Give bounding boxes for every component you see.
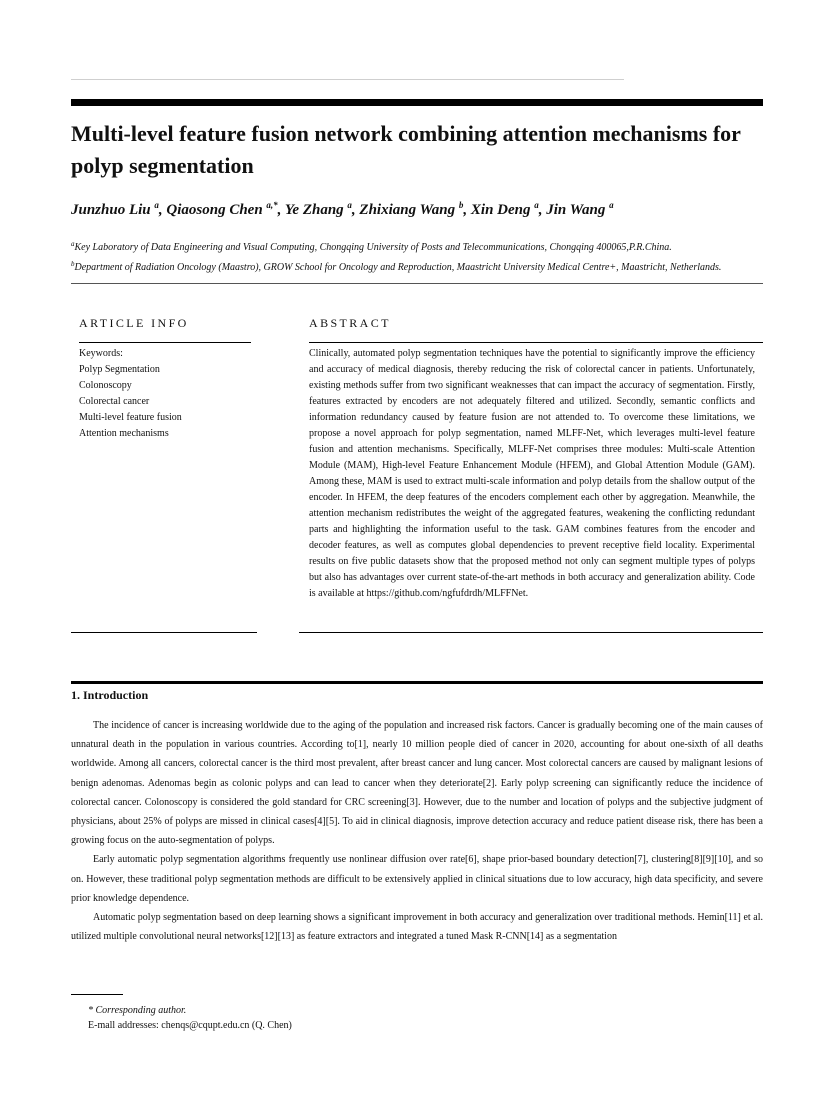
header-thin-rule <box>71 79 624 80</box>
author-affil-mark: b <box>458 200 464 210</box>
abstract-heading: ABSTRACT <box>309 316 391 330</box>
intro-paragraph: Automatic polyp segmentation based on deep learning shows a significant improvement in both accuracy and generalization over traditional methods. Hemin[11] et al. utilized multiple convolutional neural networks[12][13] as feature extractors and integrated a tuned Mask R-CNN[14] as a segmentation <box>71 912 763 943</box>
keyword-item: Polyp Segmentation <box>79 364 160 375</box>
author-affil-mark: a <box>154 200 159 210</box>
affiliation-rule <box>71 283 763 284</box>
author-list: Junzhuo Liu $^a$, Qiaosong Chen $^{a,*}$, Ye Zhang $^a$, Zhixiang Wang $^b$, Xin Deng $^a$, Jin Wang $^a$ <box>71 200 614 218</box>
abstract-text: Clinically, automated polyp segmentation techniques have the potential to significantly improve the efficiency and accuracy of medical diagnosis, thereby reducing the risk of colorectal cancer in patients. Unfortunately, existing methods suffer from two significant weaknesses that can impact the accuracy of segmentation. Firstly, features extracted by encoders are not adequately filtered and utilized. Secondly, semantic conflicts and information redundancy caused by feature fusion are not attended to. To overcome these limitations, we propose a novel approach for polyp segmentation, named MLFF-Net, which leverages multi-level feature fusion and attention mechanisms. Specifically, MLFF-Net comprises three modules: Multi-scale Attention Module (MAM), High-level Feature Enhancement Module (HFEM), and Global Attention Module (GAM). Among these, MAM is used to extract multi-scale information and polyp details from the shallow output of the encoder. In HFEM, the deep features of the encoders complement each other by aggregation. Meanwhile, the attention mechanism redistributes the weight of the aggregated features, weakening the conflicting redundant parts and highlighting the information useful to the task. GAM combines features from the encoder and decoder features, as well as computes global dependencies to prevent receptive field locality. Experimental results on five public datasets show that the proposed method not only can segment multiple types of polyps but also has advantages over current state-of-the-art methods in both accuracy and generalization ability. Code is available at https://github.com/ngfufdrdh/MLFFNet. <box>309 348 755 599</box>
affiliation-a <box>71 236 761 256</box>
author-affil-mark: a <box>347 200 352 210</box>
affiliations <box>71 236 761 276</box>
section-divider-rule <box>71 681 763 684</box>
abstract-bottom-rule <box>299 632 763 633</box>
introduction-body <box>71 716 763 946</box>
paper-title: Multi-level feature fusion network combining attention mechanisms for polyp segmentation <box>71 121 741 178</box>
footnote <box>88 1003 688 1033</box>
article-info-rule <box>79 342 251 343</box>
header-thick-rule <box>71 99 763 106</box>
affiliation-mark: a <box>71 240 75 248</box>
keyword-item: Attention mechanisms <box>79 428 169 439</box>
keyword-item: Colonoscopy <box>79 380 132 391</box>
affiliation-b <box>71 256 761 276</box>
author-affil-mark: a <box>609 200 614 210</box>
introduction-heading: 1. Introduction <box>71 688 149 702</box>
author-name: Xin Deng <box>470 202 531 218</box>
author-name: Zhixiang Wang <box>359 202 456 218</box>
author-name: Ye Zhang <box>284 202 344 218</box>
keyword-item: Colorectal cancer <box>79 396 150 407</box>
author-affil-mark: a,* <box>266 200 278 210</box>
intro-paragraph: Early automatic polyp segmentation algorithms frequently use nonlinear diffusion over rate[6], shape prior-based boundary detection[7], clustering[8][9][10], and so on. However, these traditional polyp segmentation methods are difficult to be extensively applied in clinical situations due to low accuracy, high data specificity, and severe prior knowledge dependence. <box>71 854 763 904</box>
keyword-item: Multi-level feature fusion <box>79 412 182 423</box>
author-name: Jin Wang <box>546 202 606 218</box>
intro-paragraph: The incidence of cancer is increasing worldwide due to the aging of the population and increased risk factors. Cancer is gradually becoming one of the main causes of unnatural death in the population in various countries. According to[1], nearly 10 million people died of cancer in 2020, accounting for about one-sixth of all deaths worldwide. Among all cancers, colorectal cancer is the third most prevalent, after breast cancer and lung cancer. Most colorectal cancers are caused by malignant lesions of benign adenomas. Adenomas begin as colonic polyps and can lead to cancer when they deteriorate[2]. Early polyp screening can significantly reduce the incidence of colorectal cancer. Colonoscopy is considered the gold standard for CRC screening[3]. However, due to the number and location of polyps and the subjective judgment of physicians, about 25% of polyps are missed in clinical cases[4][5]. To aid in clinical diagnosis, improve detection accuracy and reduce patient disease risk, there has been a growing focus on the auto-segmentation of polyps. <box>71 720 763 847</box>
corresponding-author-note: * Corresponding author. <box>88 1005 187 1016</box>
email-address-note: E-mall addresses: chenqs@cqupt.edu.cn (Q. Chen) <box>88 1020 292 1031</box>
footnote-rule <box>71 994 123 995</box>
keywords-label: Keywords: <box>79 348 123 359</box>
affiliation-text: Department of Radiation Oncology (Maastro), GROW School for Oncology and Reproduction, Maastricht University Medical Centre+, Maastricht, Netherlands. <box>74 262 722 273</box>
affiliation-mark: b <box>71 260 75 268</box>
keywords-block <box>79 346 249 442</box>
affiliation-text: Key Laboratory of Data Engineering and Visual Computing, Chongqing University of Posts and Telecommunications, Chongqing 400065,P.R.China. <box>74 242 672 253</box>
article-info-heading: ARTICLE INFO <box>79 316 189 330</box>
author-affil-mark: a <box>534 200 539 210</box>
author-name: Junzhuo Liu <box>71 202 151 218</box>
abstract-rule <box>309 342 763 343</box>
author-name: Qiaosong Chen <box>166 202 263 218</box>
article-info-bottom-rule <box>71 632 257 633</box>
